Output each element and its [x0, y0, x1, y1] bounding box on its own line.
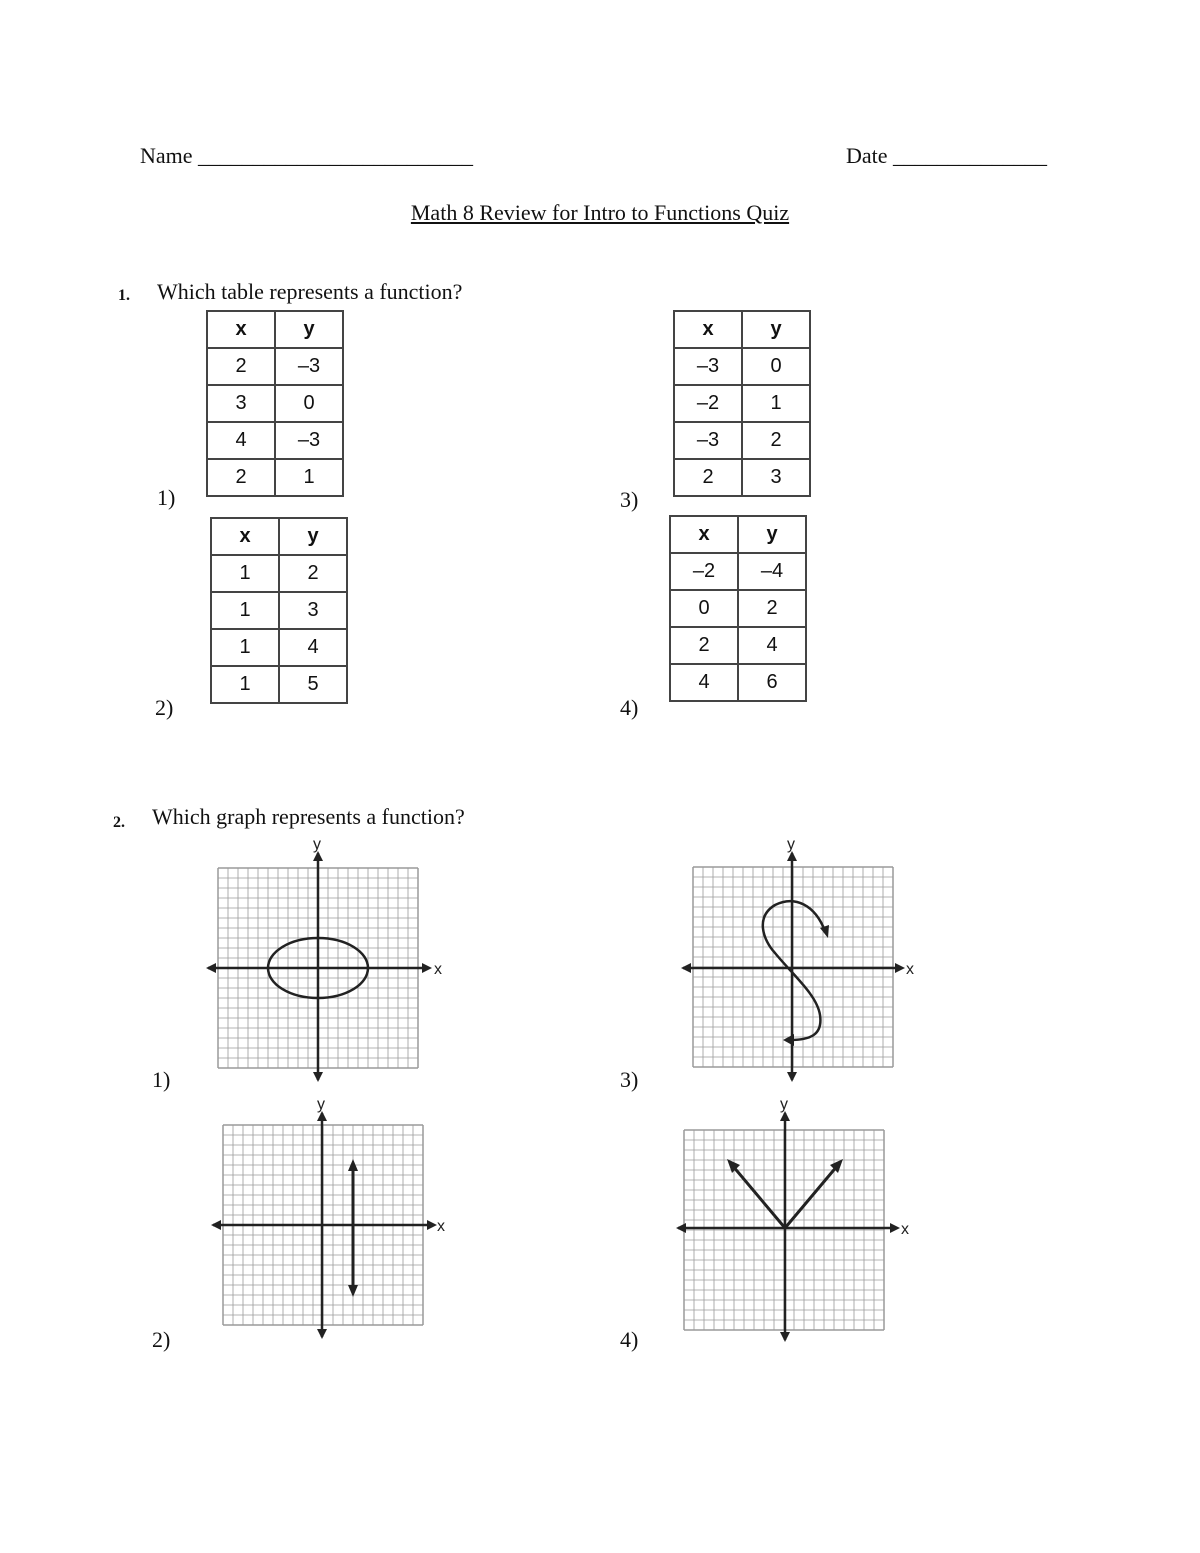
- table-cell: –3: [275, 348, 343, 385]
- date-blank[interactable]: ______________: [893, 143, 1048, 168]
- date-label: Date: [846, 143, 888, 168]
- q1-option-3-label[interactable]: 3): [620, 487, 639, 512]
- q2-option-2-label[interactable]: 2): [152, 1327, 171, 1352]
- table-cell: 1: [742, 385, 810, 422]
- table-cell: 0: [670, 590, 738, 627]
- question-2-number: 2.: [113, 814, 125, 831]
- table-header-x: x: [211, 518, 279, 555]
- name-blank[interactable]: _________________________: [198, 143, 474, 168]
- q1-option-1-table: [206, 310, 344, 497]
- table-cell: –3: [674, 422, 742, 459]
- table-header-y: y: [275, 311, 343, 348]
- name-label: Name: [140, 143, 193, 168]
- table-cell: 2: [742, 422, 810, 459]
- y-axis-down-arrow-icon: [780, 1332, 790, 1342]
- table-cell: 2: [279, 555, 347, 592]
- table-cell: 1: [211, 592, 279, 629]
- table-cell: 4: [670, 664, 738, 701]
- table-header-x: x: [674, 311, 742, 348]
- table-cell: –3: [674, 348, 742, 385]
- table-cell: 2: [674, 459, 742, 496]
- table-header-x: x: [207, 311, 275, 348]
- x-axis-right-arrow-icon: [422, 963, 432, 973]
- y-axis-label: y: [313, 836, 321, 853]
- q1-option-1-label[interactable]: 1): [157, 485, 176, 510]
- table-cell: –2: [674, 385, 742, 422]
- table-cell: 3: [207, 385, 275, 422]
- table-cell: 1: [211, 555, 279, 592]
- y-axis-label: y: [317, 1096, 325, 1113]
- table-cell: 2: [670, 627, 738, 664]
- q2-option-4-graph: [670, 1095, 920, 1345]
- q2-option-2-graph: [205, 1095, 455, 1345]
- q2-option-4-label[interactable]: 4): [620, 1327, 639, 1352]
- x-axis-right-arrow-icon: [890, 1223, 900, 1233]
- table-cell: 2: [207, 348, 275, 385]
- table-header-y: y: [738, 516, 806, 553]
- q1-option-2-label[interactable]: 2): [155, 695, 174, 720]
- table-cell: 2: [738, 590, 806, 627]
- y-axis-down-arrow-icon: [787, 1072, 797, 1082]
- table-header-y: y: [279, 518, 347, 555]
- table-cell: 3: [279, 592, 347, 629]
- x-axis-right-arrow-icon: [895, 963, 905, 973]
- table-cell: 4: [738, 627, 806, 664]
- s-curve: [763, 901, 825, 1040]
- q2-option-1-graph: [200, 835, 450, 1085]
- question-1-number: 1.: [118, 287, 130, 304]
- q1-option-4-table: [669, 515, 807, 702]
- table-cell: 1: [275, 459, 343, 496]
- table-cell: 4: [279, 629, 347, 666]
- table-cell: –2: [670, 553, 738, 590]
- x-axis-label: x: [901, 1221, 909, 1238]
- table-cell: 1: [211, 666, 279, 703]
- q2-option-1-label[interactable]: 1): [152, 1067, 171, 1092]
- table-cell: 6: [738, 664, 806, 701]
- q1-option-3-table: [673, 310, 811, 497]
- date-field: [846, 143, 1047, 169]
- table-cell: 4: [207, 422, 275, 459]
- y-axis-down-arrow-icon: [317, 1329, 327, 1339]
- y-axis-down-arrow-icon: [313, 1072, 323, 1082]
- x-axis-left-arrow-icon: [676, 1223, 686, 1233]
- name-field: [140, 143, 473, 169]
- table-cell: –4: [738, 553, 806, 590]
- table-cell: 3: [742, 459, 810, 496]
- table-cell: 5: [279, 666, 347, 703]
- x-axis-right-arrow-icon: [427, 1220, 437, 1230]
- table-cell: 1: [211, 629, 279, 666]
- x-axis-label: x: [906, 961, 914, 978]
- x-axis-label: x: [437, 1218, 445, 1235]
- table-cell: 0: [742, 348, 810, 385]
- q2-option-3-graph: [675, 835, 925, 1085]
- curve-bottom-arrow-icon: [783, 1034, 794, 1046]
- table-cell: 2: [207, 459, 275, 496]
- x-axis-left-arrow-icon: [211, 1220, 221, 1230]
- x-axis-label: x: [434, 961, 442, 978]
- question-1-text: Which table represents a function?: [157, 279, 463, 304]
- table-header-y: y: [742, 311, 810, 348]
- x-axis-left-arrow-icon: [681, 963, 691, 973]
- table-cell: 0: [275, 385, 343, 422]
- table-header-x: x: [670, 516, 738, 553]
- q1-option-2-table: [210, 517, 348, 704]
- y-axis-label: y: [780, 1096, 788, 1113]
- q2-option-3-label[interactable]: 3): [620, 1067, 639, 1092]
- y-axis-label: y: [787, 836, 795, 853]
- q1-option-4-label[interactable]: 4): [620, 695, 639, 720]
- question-2-text: Which graph represents a function?: [152, 804, 465, 829]
- x-axis-left-arrow-icon: [206, 963, 216, 973]
- page-title: Math 8 Review for Intro to Functions Quiz: [410, 200, 790, 225]
- table-cell: –3: [275, 422, 343, 459]
